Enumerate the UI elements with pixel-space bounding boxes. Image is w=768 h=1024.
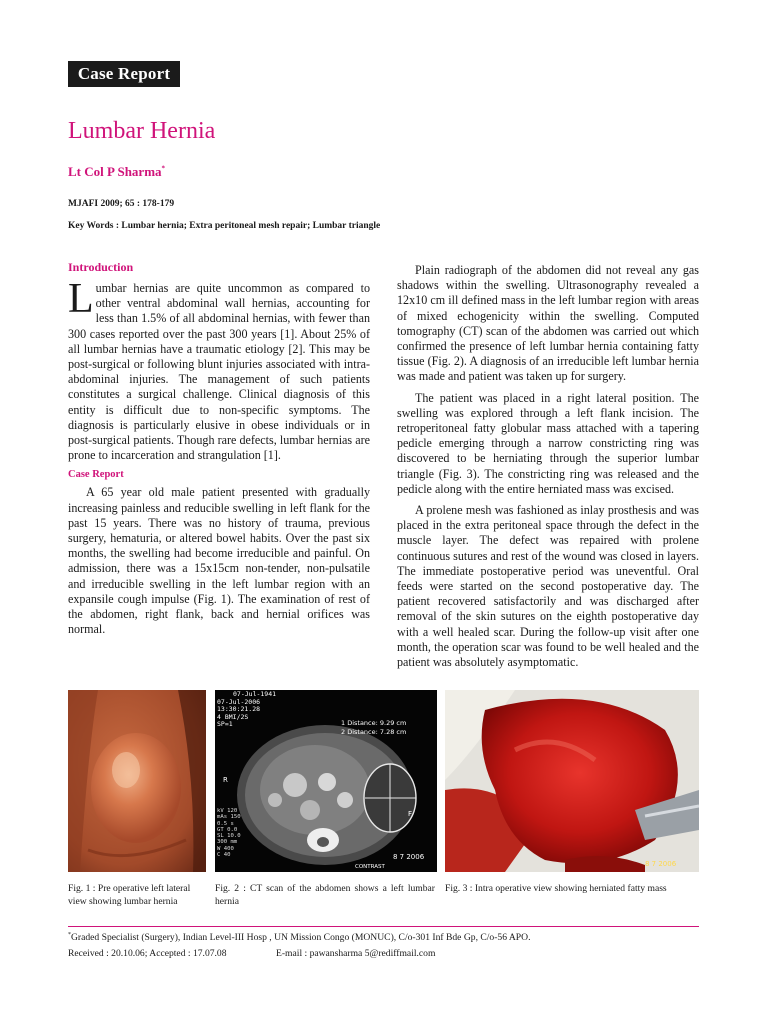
received-accepted-dates: Received : 20.10.06; Accepted : 17.07.08 <box>68 948 227 959</box>
figure-3-intraoperative-photo <box>445 690 699 872</box>
drop-cap: L <box>68 276 94 322</box>
figure-3-caption: Fig. 3 : Intra operative view showing herniated fatty mass <box>445 883 667 894</box>
author-affiliation: *Graded Specialist (Surgery), Indian Level-III Hosp , UN Mission Congo (MONUC), C/o-301 Inf Bde Gp, C/o-56 APO. <box>68 932 531 944</box>
herniated-mass-image <box>445 690 699 872</box>
ct-label-f: F <box>408 810 413 818</box>
figure-2-caption: Fig. 2 : CT scan of the abdomen shows a left lumbar hernia <box>215 883 435 907</box>
author-email: E-mail : pawansharma 5@rediffmail.com <box>276 948 436 959</box>
figure-2-ct-scan <box>215 690 437 872</box>
section-tag: Case Report <box>68 61 180 87</box>
article-title: Lumbar Hernia <box>68 118 216 144</box>
fig3-date-stamp: 8 7 2006 <box>645 860 677 868</box>
right-column-text <box>397 263 699 670</box>
paragraph-surgery: The patient was placed in a right lateral position. The swelling was explored through a left flank incision. The retroperitoneal fatty globular mass attached with a tapering pedicle emerging through a narrow constricting ring was discovered to be herniating through the superior lumbar triangle (Fig. 3). The constricting ring was released and the pedicle along with the entire herniated mass was excised. <box>397 390 699 496</box>
right-column <box>397 263 699 676</box>
paragraph-mesh-repair: A prolene mesh was fashioned as inlay prosthesis and was placed in the extra peritoneal space through the defect in the muscle layer. The defect was repaired with prolene continuous sutures and rest of the wound was closed in layers. The immediate postoperative period was uneventful. Oral feeds were started on the second postoperative day. The patient recovered satisfactorily and was discharged after removal of the skin sutures on the eighth postoperative day with a well healed scar. During the follow-up visit after one month, the operation scar was found to be well healed and the patient was absolutely asymptomatic. <box>397 503 699 670</box>
introduction-text: Lumbar hernias are quite uncommon as compared to other ventral abdominal wall hernias, accounting for less than 1.5% of all abdominal hernias, with fewer than 300 cases reported over the past 300 years [1]. About 25% of all lumbar hernias have a traumatic etiology [2]. This may be post-surgical or following blunt injuries associated with intra-abdominal injuries. The management of such patients constitutes a surgical challenge. Clinical diagnosis of this entity is difficult due to non-specific symptoms. The diagnosis is particularly elusive in obese individuals or in post-surgical patients. Though rare defects, lumbar hernias are prone to incarceration and strangulation [1]. <box>68 276 370 463</box>
figure-1-caption: Fig. 1 : Pre operative left lateral view showing lumbar hernia <box>68 883 191 907</box>
ct-label-r: R <box>223 776 228 784</box>
author-footnote-mark: * <box>161 164 166 173</box>
introduction-heading: Introduction <box>68 260 134 274</box>
author-name: Lt Col P Sharma* <box>68 164 166 179</box>
case-report-heading: Case Report <box>68 469 124 481</box>
ct-contrast-label: CONTRAST <box>355 864 385 870</box>
ct-date-stamp: 8 7 2006 <box>393 853 425 861</box>
paragraph-imaging: Plain radiograph of the abdomen did not reveal any gas shadows within the swelling. Ultrasonography revealed a 12x10 cm ill defined mass in the left lumbar region with areas of mixed echogenicity within the swelling. Computed tomography (CT) scan of the abdomen was carried out which confirmed the presence of left lumbar hernia containing fatty tissue (Fig. 2). A diagnosis of an irreducible left lumbar hernia was made and patient was taken up for surgery. <box>397 263 699 384</box>
ct-scan-parameters: kV 120 mAs 150 0.5 s GT 0.0 SL 10.0 300 mm W 400 C 40 <box>217 808 241 859</box>
case-report-text: A 65 year old male patient presented with gradually increasing painless and reducible swelling in left flank for the past 15 years. There was no history of trauma, previous surgery, hematuria, or altered bowel habits. Over the past six months, the swelling had become irreducible and painful. On admission, there was a 15x15cm non-tender, non-pulsatile and irreducible swelling in the left lumbar region with an expansile cough impulse (Fig. 1). The examination of rest of the abdomen, right flank, back and hernial orifices was normal. <box>68 485 370 637</box>
lumbar-swelling-image <box>68 690 206 872</box>
left-column <box>68 260 370 637</box>
footnote-divider <box>68 926 699 927</box>
ct-distance-measurements: 1 Distance: 9.29 cm 2 Distance: 7.28 cm <box>341 719 407 736</box>
figure-1-photo <box>68 690 206 872</box>
ct-header-info: 07-Jul-1941 07-Jul-2006 13:30:21.28 4 BMI/2S SP=1 <box>217 690 277 728</box>
key-words: Key Words : Lumbar hernia; Extra peritoneal mesh repair; Lumbar triangle <box>68 221 381 231</box>
footnote-mark: * <box>68 932 71 938</box>
journal-citation: MJAFI 2009; 65 : 178-179 <box>68 199 175 209</box>
